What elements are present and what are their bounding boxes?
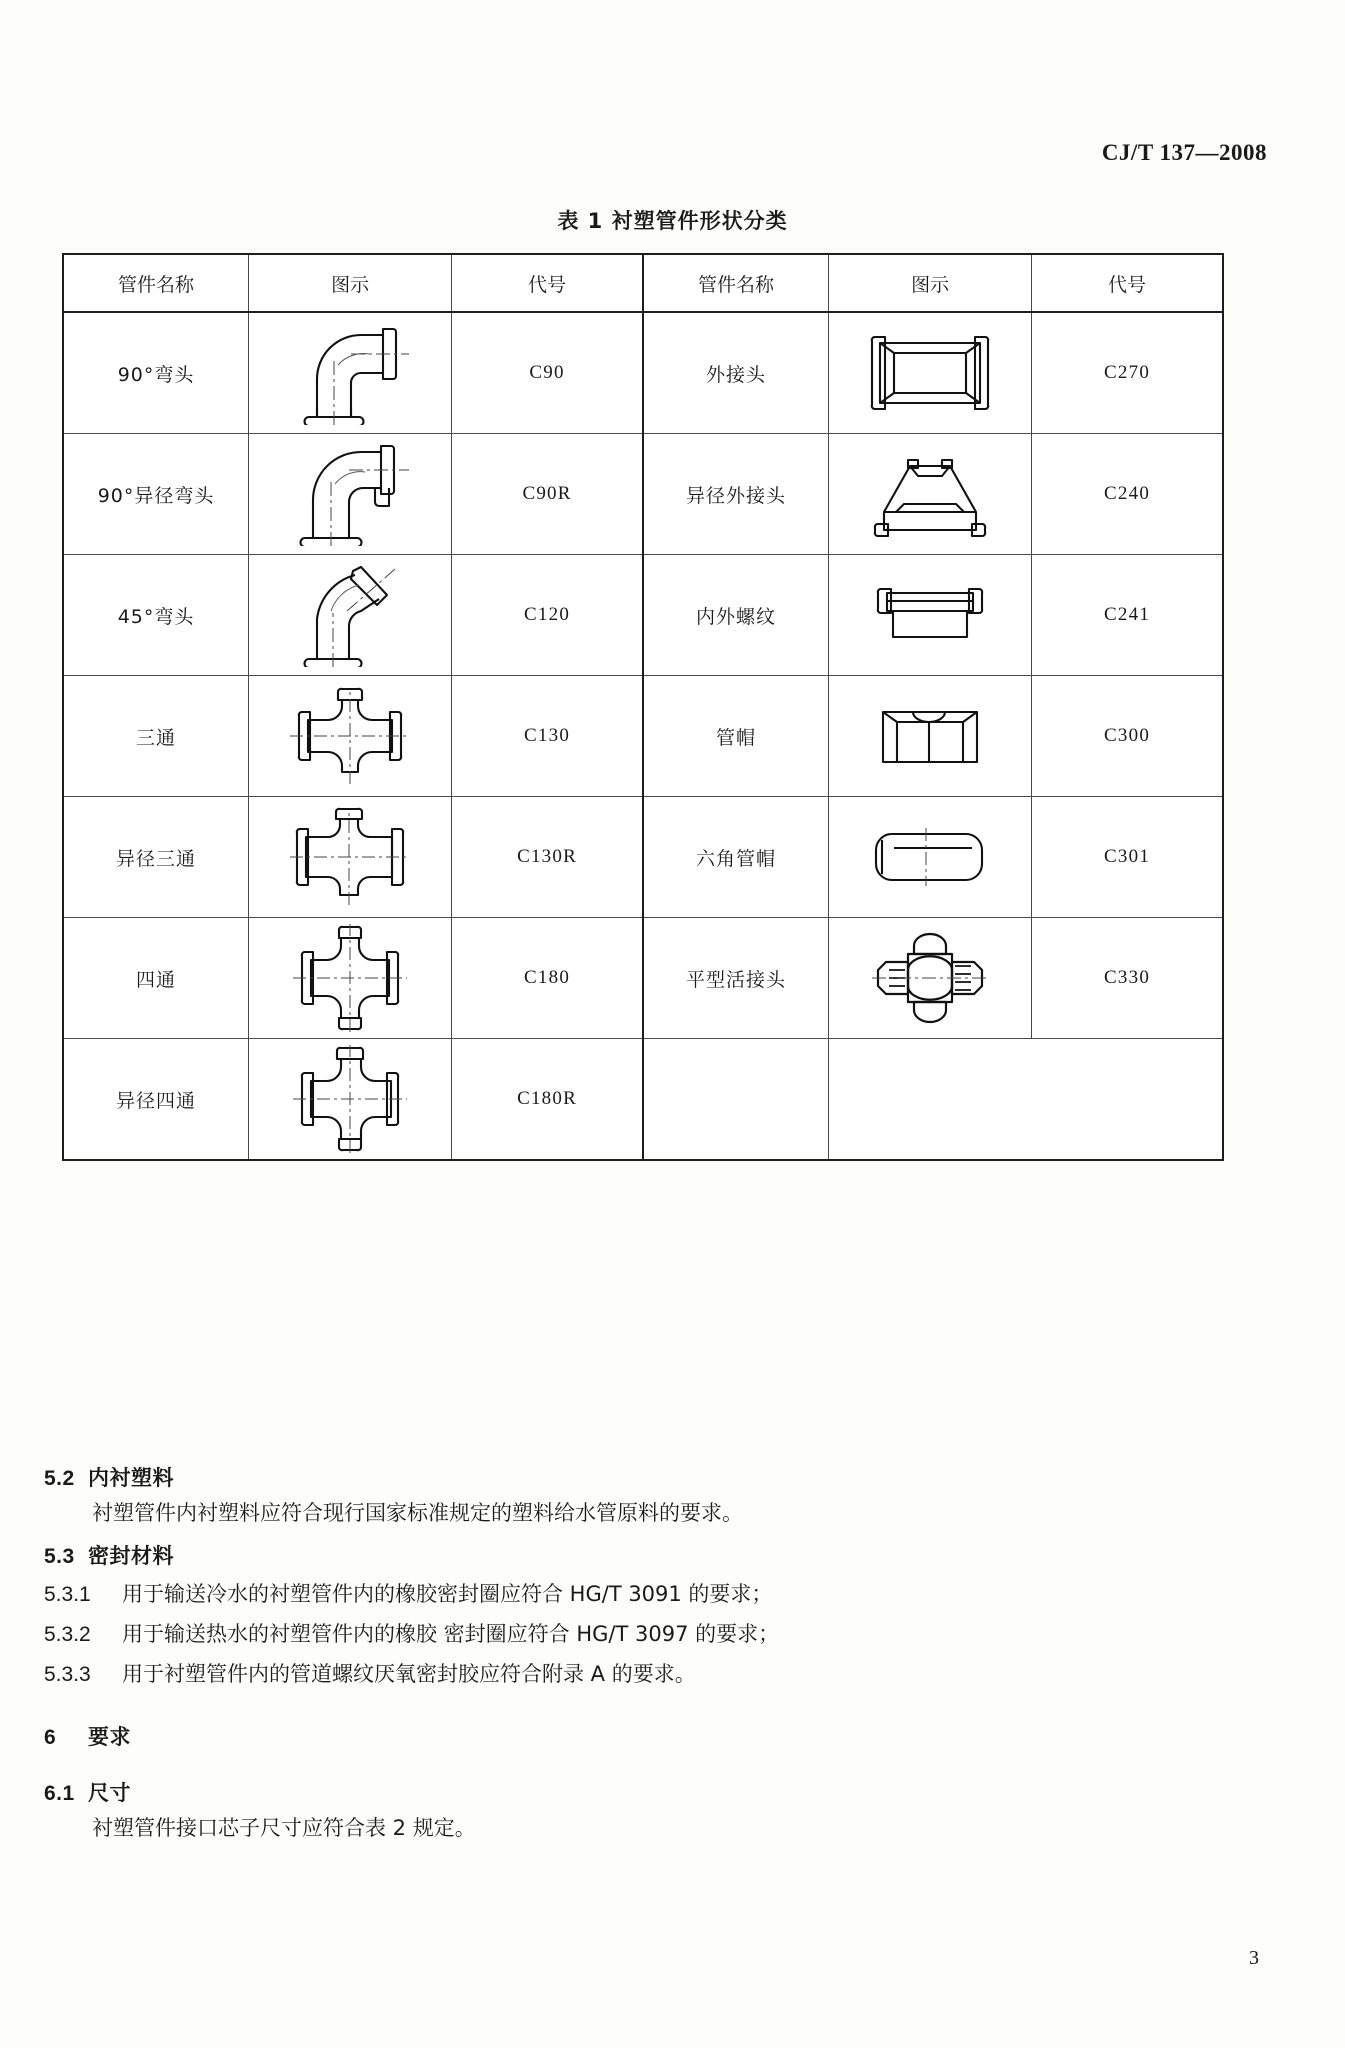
empty-cell <box>643 1039 829 1161</box>
running-header: CJ/T 137—2008 <box>1101 140 1267 165</box>
column-header-code-left: 代号 <box>452 254 643 312</box>
fitting-name: 外接头 <box>643 312 829 434</box>
clause-title: 密封材料 <box>88 1543 174 1568</box>
clause-number: 6 <box>44 1725 57 1749</box>
fitting-figure-cell <box>249 434 452 555</box>
clause-text: 用于输送冷水的衬塑管件内的橡胶密封圈应符合 HG/T 3091 的要求； <box>122 1581 773 1606</box>
clause-number: 5.3.1 <box>44 1582 91 1606</box>
fitting-code: C301 <box>1032 797 1223 918</box>
fitting-code: C240 <box>1032 434 1223 555</box>
clause-heading-6 <box>44 1721 1294 1751</box>
fitting-name: 45°弯头 <box>63 555 249 676</box>
clause-heading-6-1 <box>44 1777 1294 1807</box>
fitting-code: C120 <box>452 555 643 676</box>
table-row <box>63 676 1223 797</box>
clause-title: 尺寸 <box>88 1780 131 1805</box>
clause-number: 6.1 <box>44 1781 75 1805</box>
reducing-tee-icon <box>249 797 451 917</box>
hex-cap-icon <box>829 797 1031 917</box>
clause-heading-5-2 <box>44 1462 1294 1492</box>
fitting-name: 四通 <box>63 918 249 1039</box>
clause-number: 5.3.3 <box>44 1663 91 1687</box>
column-header-figure-right: 图示 <box>829 254 1032 312</box>
clause-text: 用于输送热水的衬塑管件内的橡胶 密封圈应符合 HG/T 3097 的要求； <box>122 1621 780 1646</box>
clause-5-2-paragraph: 衬塑管件内衬塑料应符合现行国家标准规定的塑料给水管原料的要求。 <box>92 1501 743 1525</box>
clause-title: 要求 <box>88 1724 131 1749</box>
fitting-name: 六角管帽 <box>643 797 829 918</box>
fitting-name: 内外螺纹 <box>643 555 829 676</box>
fitting-figure-cell <box>249 918 452 1039</box>
table-row <box>63 312 1223 434</box>
fitting-code: C90R <box>452 434 643 555</box>
male-female-thread-icon <box>829 555 1031 675</box>
fitting-figure-cell <box>829 555 1032 676</box>
fitting-figure-cell <box>249 312 452 434</box>
fitting-code: C330 <box>1032 918 1223 1039</box>
classification-table-wrapper <box>62 253 1224 1161</box>
fitting-name: 90°异径弯头 <box>63 434 249 555</box>
empty-cell <box>1032 1039 1223 1161</box>
fitting-figure-cell <box>249 676 452 797</box>
elbow-45-icon <box>249 555 451 675</box>
column-header-name-right: 管件名称 <box>643 254 829 312</box>
document-body <box>44 1452 1294 1848</box>
cap-icon <box>829 676 1031 796</box>
fitting-figure-cell <box>829 312 1032 434</box>
column-header-figure-left: 图示 <box>249 254 452 312</box>
table-caption: 表 1 衬塑管件形状分类 <box>557 209 788 233</box>
fitting-name: 管帽 <box>643 676 829 797</box>
clause-heading-5-3 <box>44 1540 1294 1570</box>
fitting-code: C90 <box>452 312 643 434</box>
fitting-figure-cell <box>829 676 1032 797</box>
clause-title: 内衬塑料 <box>88 1466 174 1490</box>
tee-icon <box>249 676 451 796</box>
socket-icon <box>829 313 1031 433</box>
table-row <box>63 797 1223 918</box>
table-header-row <box>63 254 1223 312</box>
table-row <box>63 434 1223 555</box>
fitting-figure-cell <box>829 797 1032 918</box>
fitting-code: C300 <box>1032 676 1223 797</box>
clause-number: 5.2 <box>44 1467 75 1490</box>
empty-cell <box>829 1039 1032 1161</box>
page-number: 3 <box>1249 1947 1259 1969</box>
fitting-figure-cell <box>829 434 1032 555</box>
clause-5-3-3 <box>44 1659 1294 1690</box>
elbow-90-icon <box>249 313 451 433</box>
flat-union-icon <box>829 918 1031 1038</box>
fitting-code: C270 <box>1032 312 1223 434</box>
table-row <box>63 555 1223 676</box>
fitting-name: 异径四通 <box>63 1039 249 1161</box>
fitting-name: 异径外接头 <box>643 434 829 555</box>
fitting-name: 平型活接头 <box>643 918 829 1039</box>
fitting-code: C180R <box>452 1039 643 1161</box>
clause-number: 5.3 <box>44 1544 75 1568</box>
fitting-figure-cell <box>249 555 452 676</box>
table-row <box>63 918 1223 1039</box>
column-header-code-right: 代号 <box>1032 254 1223 312</box>
fitting-code: C180 <box>452 918 643 1039</box>
clause-5-3-1 <box>44 1579 1294 1610</box>
fitting-name: 90°弯头 <box>63 312 249 434</box>
fitting-figure-cell <box>249 1039 452 1161</box>
clause-5-3-2 <box>44 1619 1294 1650</box>
classification-table <box>62 253 1224 1161</box>
elbow-90-reducing-icon <box>249 434 451 554</box>
column-header-name-left: 管件名称 <box>63 254 249 312</box>
reducing-socket-icon <box>829 434 1031 554</box>
fitting-code: C241 <box>1032 555 1223 676</box>
fitting-figure-cell <box>829 918 1032 1039</box>
table-row <box>63 1039 1223 1161</box>
fitting-name: 三通 <box>63 676 249 797</box>
clause-number: 5.3.2 <box>44 1622 91 1646</box>
fitting-figure-cell <box>249 797 452 918</box>
reducing-cross-icon <box>249 1039 451 1159</box>
clause-text: 用于衬塑管件内的管道螺纹厌氧密封胶应符合附录 A 的要求。 <box>122 1662 696 1687</box>
fitting-code: C130R <box>452 797 643 918</box>
fitting-code: C130 <box>452 676 643 797</box>
cross-icon <box>249 918 451 1038</box>
clause-6-1-paragraph: 衬塑管件接口芯子尺寸应符合表 2 规定。 <box>92 1815 476 1840</box>
fitting-name: 异径三通 <box>63 797 249 918</box>
